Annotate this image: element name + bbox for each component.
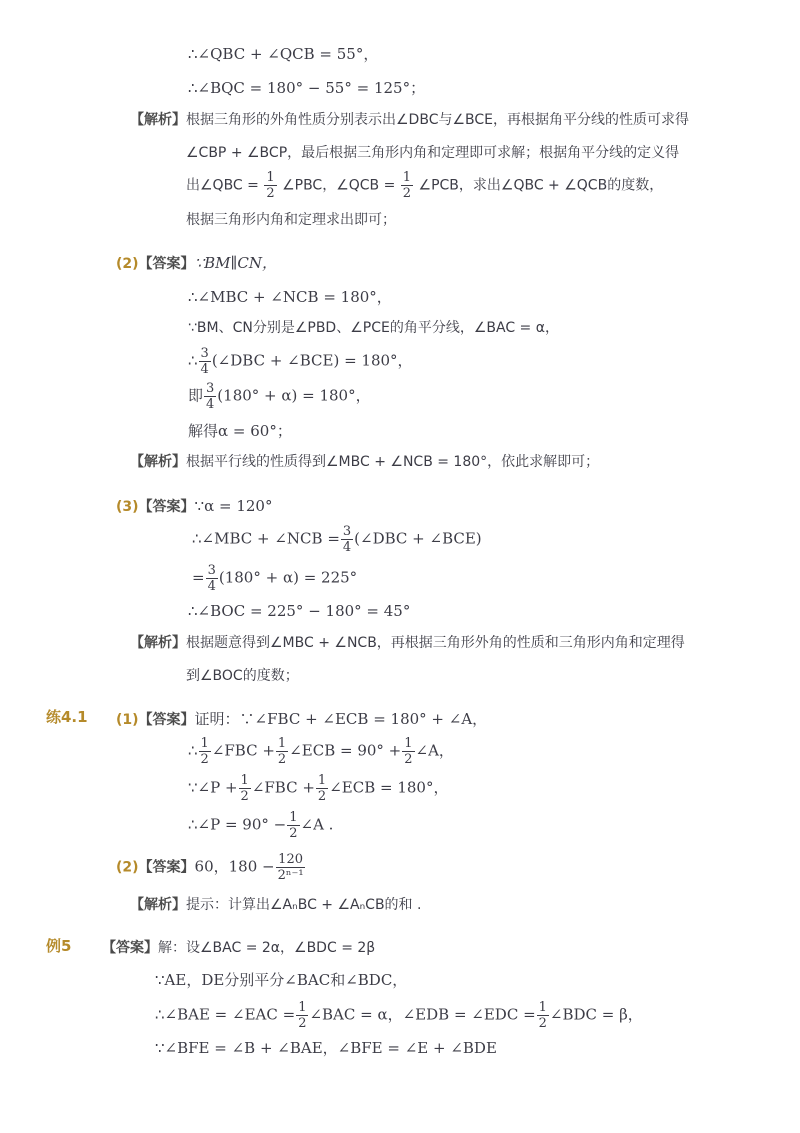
fraction-half: $\frac{1}{2}$ xyxy=(200,736,209,767)
analysis-block xyxy=(130,895,421,915)
equation-line: ∴∠BQC = 180° − 55° = 125°； xyxy=(188,79,426,97)
analysis-text: 根据平行线的性质得到∠MBC + ∠NCB = 180°，依此求解即可； xyxy=(186,454,600,470)
answer-tag: 【答案】 xyxy=(138,499,195,515)
answer-tag: 【答案】 xyxy=(138,712,195,728)
practice-label: 练4.1 xyxy=(46,708,88,726)
analysis-block xyxy=(130,452,599,472)
analysis-tag: 【解析】 xyxy=(130,112,186,128)
answer-header: (2)【答案】60，180 − $\frac{120}{\text{2ⁿ⁻¹}}$ xyxy=(116,852,304,883)
fraction-half: $\frac{1}{2}$ xyxy=(277,736,287,767)
answer-header xyxy=(116,709,487,730)
equation-line-fraction: ∴ $\frac{3}{4}$ (∠DBC + ∠BCE) = 180°， xyxy=(188,346,413,377)
equation-line: ∵α = 120° xyxy=(194,497,273,515)
fraction-half: $\frac{1}{2}$ xyxy=(317,773,327,804)
equation-line-fraction: ∴∠BAE = ∠EAC = $\frac{1}{2}$ ∠BAC = α，∠EDB = ∠EDC = $\frac{1}{2}$ ∠BDC = β， xyxy=(155,1000,643,1031)
fraction-three-quarters: $\frac{3}{4}$ xyxy=(342,524,352,555)
equation-line-fraction: 即 $\frac{3}{4}$ (180° + α) = 180°， xyxy=(188,381,371,412)
answer-header xyxy=(116,496,272,517)
equation-line: ∴∠BOC = 225° − 180° = 45° xyxy=(188,602,411,620)
answer-tag: 【答案】 xyxy=(138,256,195,272)
fraction-120-over-power: $\frac{120}{\text{2ⁿ⁻¹}}$ xyxy=(277,852,304,883)
analysis-text: 提示：计算出∠AₙBC + ∠AₙCB的和 . xyxy=(186,897,422,913)
analysis-tag: 【解析】 xyxy=(130,454,186,470)
fraction-half: $\frac{1}{2}$ xyxy=(298,1000,307,1031)
equation-line: 解：设∠BAC = 2α，∠BDC = 2β xyxy=(158,940,376,956)
fraction-three-quarters: $\frac{3}{4}$ xyxy=(200,346,209,377)
analysis-block xyxy=(130,633,685,653)
part-number: (3) xyxy=(116,499,139,515)
equation-line: ∵BM∥CN， xyxy=(194,254,278,272)
fraction-half: $\frac{1}{2}$ xyxy=(240,773,249,804)
fraction-half: $\frac{1}{2}$ xyxy=(404,736,413,767)
part-number: (1) xyxy=(116,712,139,728)
fraction-half: $\frac{1}{2}$ xyxy=(266,170,275,201)
equation-line-fraction: ∵∠P + $\frac{1}{2}$ ∠FBC + $\frac{1}{2}$ ∠ECB = 180°， xyxy=(188,773,449,804)
analysis-text: ∠CBP + ∠BCP，最后根据三角形内角和定理即可求解；根据角平分线的定义得 xyxy=(186,145,680,161)
part-number: (2) xyxy=(116,859,139,876)
equation-line: ∵BM、CN分别是∠PBD、∠PCE的角平分线，∠BAC = α， xyxy=(188,320,559,336)
equation-line: 证明：∵∠FBC + ∠ECB = 180° + ∠A， xyxy=(194,710,488,728)
answer-header xyxy=(102,938,375,958)
equation-line-fraction: ∴∠P = 90° − $\frac{1}{2}$ ∠A . xyxy=(188,810,334,841)
answer-tag: 【答案】 xyxy=(102,940,158,956)
equation-line-fraction: ∴ $\frac{1}{2}$ ∠FBC + $\frac{1}{2}$ ∠ECB = 90° + $\frac{1}{2}$ ∠A， xyxy=(188,736,454,767)
analysis-text: 到∠BOC的度数； xyxy=(186,668,299,684)
analysis-text: 根据三角形内角和定理求出即可； xyxy=(186,212,396,228)
analysis-text: 根据题意得到∠MBC + ∠NCB，再根据三角形外角的性质和三角形内角和定理得 xyxy=(186,635,685,651)
answer-header xyxy=(116,253,277,274)
equation-line: ∵AE，DE分别平分∠BAC和∠BDC， xyxy=(155,971,408,989)
analysis-tag: 【解析】 xyxy=(130,897,186,913)
fraction-three-quarters: $\frac{3}{4}$ xyxy=(206,381,215,412)
fraction-three-quarters: $\frac{3}{4}$ xyxy=(207,563,216,594)
example-label: 例5 xyxy=(46,937,72,955)
equation-line-fraction: ∴∠MBC + ∠NCB = $\frac{3}{4}$ (∠DBC + ∠BCE) xyxy=(192,524,482,555)
analysis-line-fractions: 出∠QBC = $\frac{1}{2}$ ∠PBC，∠QCB = $\frac{1}{2}$ ∠PCB，求出∠QBC + ∠QCB的度数， xyxy=(186,170,664,201)
answer-tag: 【答案】 xyxy=(138,859,195,876)
fraction-half: $\frac{1}{2}$ xyxy=(538,1000,547,1031)
analysis-block xyxy=(130,110,689,130)
equation-line: ∴∠MBC + ∠NCB = 180°， xyxy=(188,288,392,306)
equation-line: ∴∠QBC + ∠QCB = 55°， xyxy=(188,45,379,63)
fraction-half: $\frac{1}{2}$ xyxy=(289,810,298,841)
analysis-text: 根据三角形的外角性质分别表示出∠DBC与∠BCE，再根据角平分线的性质可求得 xyxy=(186,112,689,128)
part-number: (2) xyxy=(116,256,139,272)
analysis-tag: 【解析】 xyxy=(130,635,186,651)
fraction-half: $\frac{1}{2}$ xyxy=(402,170,412,201)
equation-line: 解得α = 60°； xyxy=(188,422,292,440)
equation-line-fraction: = $\frac{3}{4}$ (180° + α) = 225° xyxy=(192,563,358,594)
equation-line: ∵∠BFE = ∠B + ∠BAE，∠BFE = ∠E + ∠BDE xyxy=(155,1039,497,1057)
